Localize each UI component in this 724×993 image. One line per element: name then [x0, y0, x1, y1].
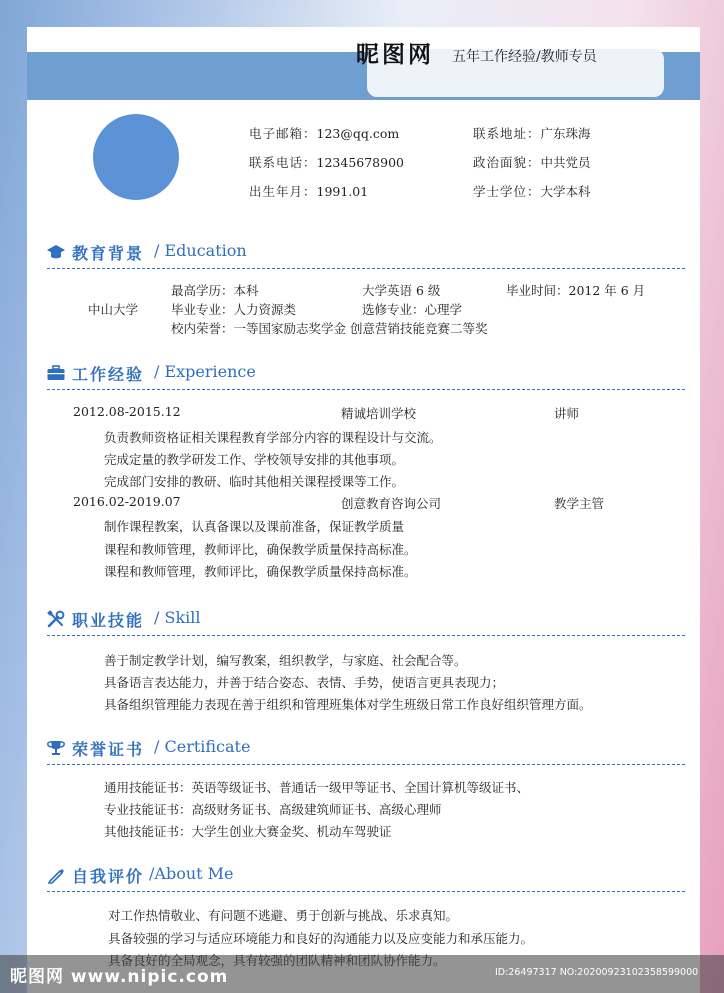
cert-line-3: 其他技能证书：大学生创业大赛金奖、机动车驾驶证 [104, 824, 392, 839]
job-2-period: 2016.02-2019.07 [73, 494, 181, 509]
info-birth: 出生年月：1991.01 [249, 184, 369, 199]
edu-minor: 选修专业：心理学 [362, 302, 463, 317]
divider-skill [47, 635, 685, 636]
job-1-period: 2012.08-2015.12 [73, 404, 181, 419]
edu-honors: 校内荣誉：一等国家励志奖学金 创意营销技能竞赛二等奖 [171, 321, 488, 336]
tools-icon [47, 610, 65, 628]
about-line-2: 具备较强的学习与适应环境能力和良好的沟通能力以及应变能力和承压能力。 [108, 931, 534, 946]
edu-english-level: 大学英语 6 级 [362, 283, 441, 298]
divider-certificate [47, 764, 685, 765]
job-2-line-1: 制作课程教案，认真备课以及课前准备，保证教学质量 [104, 519, 405, 534]
phone-value: 12345678900 [316, 155, 404, 170]
skill-line-2: 具备语言表达能力，并善于结合姿态、表情、手势，使语言更具表现力； [104, 675, 505, 690]
section-education-title: 教育背景 [72, 244, 145, 263]
birth-value: 1991.01 [316, 184, 369, 199]
job-2-company: 创意教育咨询公司 [341, 496, 442, 511]
avatar [93, 114, 179, 200]
briefcase-icon [47, 364, 65, 382]
info-email: 电子邮箱：123@qq.com [249, 126, 400, 141]
section-skill-en: / Skill [154, 608, 201, 627]
info-politics: 政治面貌：中共党员 [473, 155, 591, 170]
section-about-title: 自我评价 [72, 867, 145, 886]
pen-icon [47, 866, 65, 884]
watermark-id: ID:26497317 NO:20200923102358599000 [495, 967, 699, 978]
trophy-icon [47, 739, 65, 757]
job-1-line-1: 负责教师资格证相关课程教育学部分内容的课程设计与交流。 [104, 430, 442, 445]
resume-name: 昵图网 [356, 41, 434, 68]
cert-line-2: 专业技能证书：高级财务证书、高级建筑师证书、高级心理师 [104, 802, 442, 817]
cert-line-1: 通用技能证书：英语等级证书、普通话一级甲等证书、全国计算机等级证书、 [104, 780, 530, 795]
edu-school: 中山大学 [88, 302, 139, 317]
edu-graduation: 毕业时间：2012 年 6 月 [506, 283, 646, 298]
section-certificate-en: / Certificate [154, 737, 251, 756]
info-phone: 联系电话：12345678900 [249, 155, 404, 170]
divider-about [47, 891, 685, 892]
job-2-line-3: 课程和教师管理，教师评比，确保教学质量保持高标准。 [104, 564, 417, 579]
section-education-en: / Education [154, 241, 247, 260]
politics-value: 中共党员 [540, 155, 591, 170]
section-about-en: /About Me [149, 864, 234, 883]
section-experience-title: 工作经验 [72, 365, 145, 384]
section-experience-en: / Experience [154, 362, 256, 381]
job-2-role: 教学主管 [554, 496, 605, 511]
info-degree: 学士学位：大学本科 [473, 184, 591, 199]
skill-line-1: 善于制定教学计划，编写教案，组织教学，与家庭、社会配合等。 [104, 653, 467, 668]
job-1-line-3: 完成部门安排的教研、临时其他相关课程授课等工作。 [104, 474, 405, 489]
edu-highest-degree: 最高学历：本科 [171, 283, 259, 298]
graduation-cap-icon [47, 243, 65, 261]
job-1-role: 讲师 [554, 406, 580, 421]
section-skill-title: 职业技能 [72, 611, 145, 630]
divider-experience [47, 389, 685, 390]
resume-subtitle: 五年工作经验/教师专员 [452, 49, 597, 65]
degree-value: 大学本科 [540, 184, 591, 199]
job-1-line-2: 完成定量的教学研发工作、学校领导安排的其他事项。 [104, 452, 405, 467]
address-value: 广东珠海 [540, 126, 591, 141]
job-1-company: 精诚培训学校 [341, 406, 417, 421]
section-certificate-title: 荣誉证书 [72, 740, 145, 759]
divider-education [47, 268, 685, 269]
job-2-line-2: 课程和教师管理，教师评比，确保教学质量保持高标准。 [104, 542, 417, 557]
edu-major: 毕业专业：人力资源类 [171, 302, 297, 317]
skill-line-3: 具备组织管理能力表现在善于组织和管理班集体对学生班级日常工作良好组织管理方面。 [104, 697, 592, 712]
about-line-1: 对工作热情敬业、有问题不逃避、勇于创新与挑战、乐求真知。 [108, 908, 459, 923]
watermark-site: 昵图网 www.nipic.com [10, 967, 229, 987]
email-value: 123@qq.com [316, 126, 400, 141]
info-address: 联系地址：广东珠海 [473, 126, 591, 141]
